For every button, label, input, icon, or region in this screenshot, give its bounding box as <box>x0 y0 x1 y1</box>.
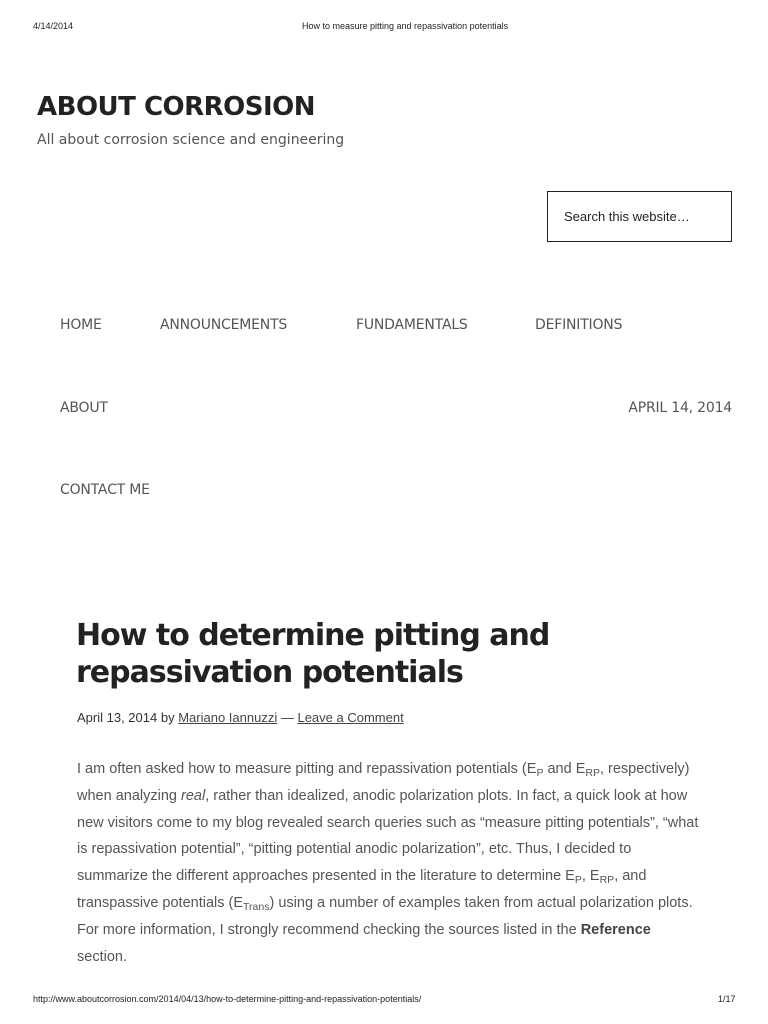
site-description: All about corrosion science and engineering <box>37 132 345 148</box>
leave-comment-link[interactable]: Leave a Comment <box>297 710 404 725</box>
nav-item-fundamentals[interactable]: FUNDAMENTALS <box>356 317 468 333</box>
emphasis-real: real <box>181 787 206 804</box>
post-meta <box>77 710 404 725</box>
paragraph-text: section. <box>77 948 127 965</box>
print-date: 4/14/2014 <box>33 21 74 31</box>
search-input[interactable] <box>548 192 731 241</box>
reference-link-text: Reference <box>580 921 651 938</box>
site-title[interactable]: ABOUT CORROSION <box>37 92 316 122</box>
subscript-rp: RP <box>599 874 615 887</box>
paragraph-text: , E <box>581 868 600 885</box>
nav-item-announcements[interactable]: ANNOUNCEMENTS <box>160 317 288 333</box>
subscript-rp: RP <box>585 767 600 779</box>
nav-item-about[interactable]: ABOUT <box>60 400 108 416</box>
nav-current-date: APRIL 14, 2014 <box>628 400 732 416</box>
paragraph-text: I am often asked how to measure pitting and repassivation potentials (E <box>77 761 537 777</box>
post-title: How to determine pitting and repassivation potentials <box>76 618 550 690</box>
print-page-number: 1/17 <box>718 994 736 1004</box>
post-paragraph <box>77 756 702 970</box>
paragraph-text: ) using a number of examples taken from actual polarization plots. For more information, I strongly recommend checking the sources listed in the <box>77 894 693 938</box>
paragraph-text: , respectively) when analyzing <box>77 761 690 804</box>
paragraph-text: , rather than idealized, anodic polarization plots. In fact, a quick look at how new visitors come to my blog revealed search queries such as “measure pitting potentials”, “what is repassivation potential”, “pitting potential anodic polarization”, etc. Thus, I decided to summarize the different approaches presented in the literature to determine E <box>77 787 699 885</box>
subscript-p: P <box>536 767 544 779</box>
print-title: How to measure pitting and repassivation potentials <box>302 21 509 31</box>
author-link[interactable]: Mariano Iannuzzi <box>178 710 278 725</box>
nav-item-contact[interactable]: CONTACT ME <box>60 482 150 498</box>
subscript-p: P <box>574 874 582 887</box>
meta-separator: — <box>280 710 294 725</box>
post-date: April 13, 2014 <box>77 710 158 725</box>
paragraph-text: , and transpassive potentials (E <box>77 868 647 911</box>
search-box <box>547 191 732 242</box>
subscript-trans: Trans <box>243 900 270 913</box>
post-by: by <box>160 710 175 725</box>
print-url: http://www.aboutcorrosion.com/2014/04/13/how-to-determine-pitting-and-repassivation-potentials/ <box>33 994 422 1004</box>
nav-item-definitions[interactable]: DEFINITIONS <box>535 317 623 333</box>
nav-item-home[interactable]: HOME <box>60 317 102 333</box>
paragraph-text: and E <box>543 761 586 777</box>
